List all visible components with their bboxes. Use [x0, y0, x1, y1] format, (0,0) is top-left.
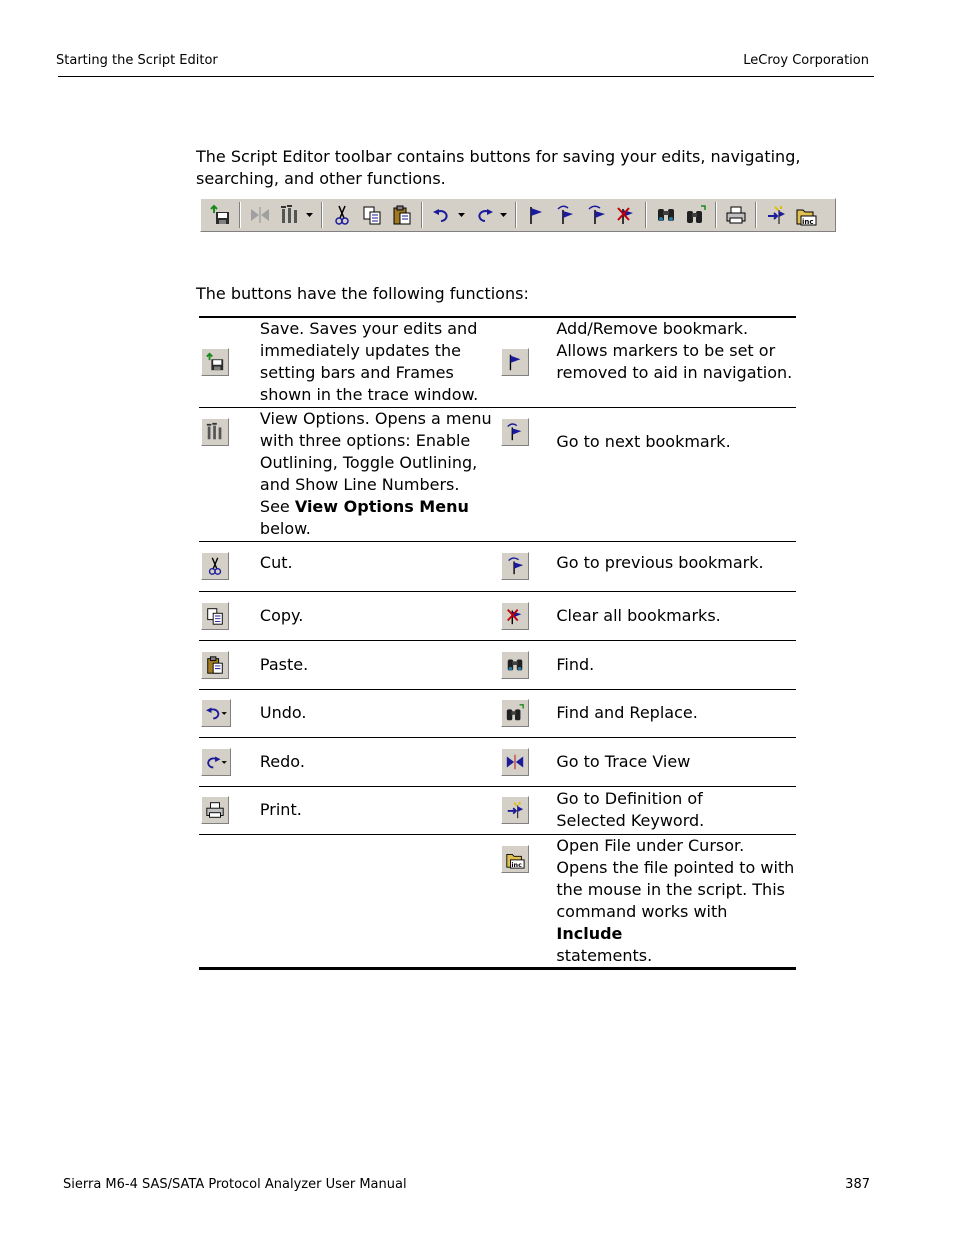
print-icon[interactable] — [724, 203, 748, 227]
view-options-description: View Options. Opens a menu with three options: Enable Outlining, Toggle Outlining, and Show Line Numbers. See View Options Menu below. — [259, 409, 492, 538]
toolbar-separator — [715, 202, 717, 228]
redo-description: Redo. — [259, 751, 305, 771]
save-description: Save. Saves your edits and immediately updates the setting bars and Frames shown in the trace window. — [259, 319, 479, 405]
undo-icon — [201, 699, 231, 727]
svg-text:inc: inc — [802, 218, 814, 226]
include-keyword: Include — [556, 923, 623, 943]
undo-icon[interactable] — [430, 203, 454, 227]
svg-text:inc: inc — [511, 861, 523, 869]
save-icon[interactable] — [208, 203, 232, 227]
trace-view-description: Go to Trace View — [556, 751, 691, 771]
table-row — [199, 640, 796, 689]
table-row — [199, 317, 796, 407]
cut-icon — [201, 552, 229, 580]
trace-view-icon — [501, 748, 529, 776]
header-company: LeCroy Corporation — [743, 53, 869, 68]
table-row — [199, 407, 796, 541]
bookmark-flag-icon — [501, 348, 529, 376]
previous-bookmark-icon[interactable] — [584, 203, 608, 227]
undo-dropdown-arrow[interactable] — [457, 203, 465, 227]
find-replace-icon[interactable] — [684, 203, 708, 227]
footer-manual-title: Sierra M6-4 SAS/SATA Protocol Analyzer User Manual — [63, 1177, 407, 1192]
toolbar-separator — [421, 202, 423, 228]
next-bookmark-icon[interactable] — [554, 203, 578, 227]
toolbar-separator — [645, 202, 647, 228]
go-to-definition-icon[interactable] — [764, 203, 788, 227]
bookmark-flag-icon[interactable] — [524, 203, 548, 227]
next-bookmark-icon — [501, 418, 529, 446]
undo-description: Undo. — [259, 703, 307, 722]
redo-dropdown-arrow[interactable] — [499, 203, 507, 227]
clear-bookmarks-description: Clear all bookmarks. — [556, 605, 721, 625]
clear-bookmarks-icon — [501, 602, 529, 630]
save-icon — [201, 348, 229, 376]
toolbar-separator — [515, 202, 517, 228]
clear-bookmarks-icon[interactable] — [614, 203, 638, 227]
go-to-definition-icon — [501, 796, 529, 824]
trace-view-icon[interactable] — [248, 203, 272, 227]
functions-label: The buttons have the following functions: — [196, 284, 529, 303]
table-row — [199, 737, 796, 786]
find-description: Find. — [556, 654, 595, 674]
table-row — [199, 541, 796, 591]
add-remove-bookmark-description: Add/Remove bookmark. Allows markers to be set or removed to aid in navigation. — [556, 319, 793, 382]
functions-table — [199, 316, 796, 970]
table-row — [199, 591, 796, 640]
open-include-file-icon[interactable] — [794, 203, 818, 227]
cut-description: Cut. — [259, 552, 293, 572]
header-rule — [58, 76, 874, 77]
next-bookmark-description: Go to next bookmark. — [556, 431, 731, 451]
cut-icon[interactable] — [330, 203, 354, 227]
open-include-file-icon — [501, 845, 529, 873]
toolbar-separator — [239, 202, 241, 228]
copy-icon[interactable] — [360, 203, 384, 227]
paste-icon[interactable] — [390, 203, 414, 227]
header-section-title: Starting the Script Editor — [56, 53, 218, 68]
table-row — [199, 689, 796, 737]
previous-bookmark-icon — [501, 552, 529, 580]
print-description: Print. — [259, 800, 302, 819]
script-editor-toolbar — [200, 198, 836, 232]
open-file-under-cursor-description: Open File under Cursor. Opens the file pointed to with the mouse in the script. This command works with Include statements. — [556, 835, 795, 965]
page-number: 387 — [845, 1177, 870, 1192]
view-options-menu-reference: View Options Menu — [294, 497, 469, 516]
view-options-icon[interactable] — [278, 203, 302, 227]
go-to-definition-description: Go to Definition of Selected Keyword. — [556, 789, 705, 830]
table-row — [199, 786, 796, 834]
intro-paragraph: The Script Editor toolbar contains buttons for saving your edits, navigating, searching, and other functions. — [196, 147, 801, 188]
table-row — [199, 834, 796, 968]
paste-icon — [201, 651, 229, 679]
copy-description: Copy. — [259, 605, 304, 625]
view-options-dropdown-arrow[interactable] — [305, 203, 313, 227]
print-icon — [201, 796, 229, 824]
view-options-icon — [201, 418, 229, 446]
previous-bookmark-description: Go to previous bookmark. — [556, 552, 764, 572]
copy-icon — [201, 602, 229, 630]
toolbar-separator — [755, 202, 757, 228]
find-replace-description: Find and Replace. — [556, 703, 698, 722]
find-icon[interactable] — [654, 203, 678, 227]
paste-description: Paste. — [259, 654, 309, 674]
redo-icon — [201, 748, 231, 776]
toolbar-separator — [321, 202, 323, 228]
redo-icon[interactable] — [472, 203, 496, 227]
find-icon — [501, 651, 529, 679]
find-replace-icon — [501, 699, 529, 727]
